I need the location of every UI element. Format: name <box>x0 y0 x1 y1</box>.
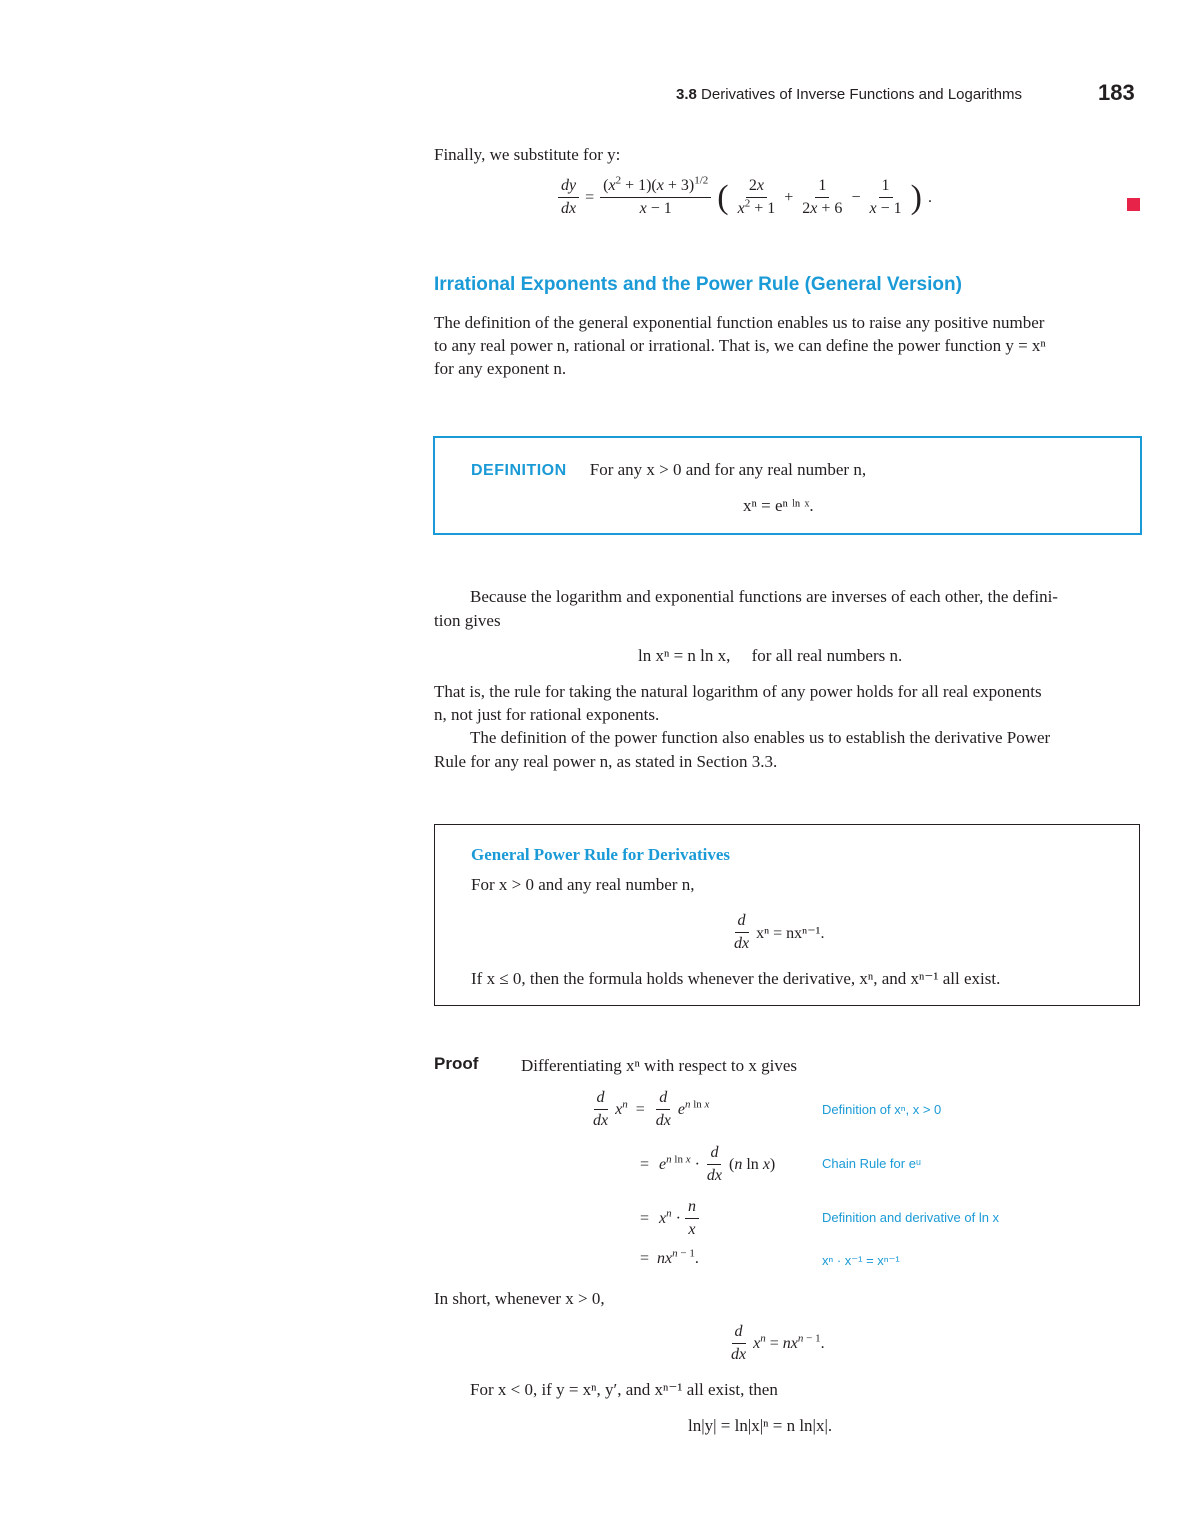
dy-dx-formula: $\frac{dy}{dx}$ = $\frac{(x^2 + 1)(x + 3)^{1/2}}{x - 1}$ ( $\frac{2x}{x^2 + 1}$ + $\frac{1}{2x + 6}$ − $\frac{1}{x - 1}$ ) . <box>558 176 932 219</box>
in-short-line: In short, whenever x > 0, <box>434 1289 605 1308</box>
running-header <box>676 86 1022 103</box>
para1-line3: for any exponent n. <box>434 359 567 378</box>
derivation-line-1: $\frac{d}{dx}$ $x^n$ = $\frac{d}{dx}$ $e^{n ln x}$ <box>593 1089 710 1129</box>
definition-box <box>433 436 1142 535</box>
abs-log-formula: ln|y| = ln|x|ⁿ = n ln|x|. <box>688 1416 833 1435</box>
derivation-line-2: = $e^{n ln x}$ · $\frac{d}{dx}$ (n ln x) <box>640 1144 776 1184</box>
power-rule-line1: For x > 0 and any real number n, <box>471 875 695 894</box>
definition-formula: xⁿ = eⁿ ˡⁿ ˣ. <box>743 496 814 515</box>
section-heading: Irrational Exponents and the Power Rule (General Version) <box>434 274 962 295</box>
para2-line1: Because the logarithm and exponential functions are inverses of each other, the defini- <box>470 587 1058 606</box>
note-derivative-ln: Definition and derivative of ln x <box>822 1210 1000 1225</box>
para3-line2: n, not just for rational exponents. <box>434 705 660 724</box>
note-definition: Definition of xⁿ, x > 0 <box>822 1102 942 1117</box>
derivation-line-3: = $x^n$ · $\frac{n}{x}$ <box>640 1197 699 1240</box>
power-rule-box <box>434 824 1140 1006</box>
para3-line1: That is, the rule for taking the natural logarithm of any power holds for all real exponents <box>434 682 1042 701</box>
note-exponent-rule: xⁿ · x⁻¹ = xⁿ⁻¹ <box>822 1253 900 1268</box>
para3-line3: The definition of the power function also enables us to establish the derivative Power <box>470 728 1051 747</box>
intro-line: Finally, we substitute for y: <box>434 145 621 164</box>
derivation-line-4: = $nx^{n - 1}$. <box>640 1247 699 1267</box>
summary-formula: $\frac{d}{dx}$ $x^n = nx^{n - 1}$. <box>731 1323 825 1363</box>
para2-line2: tion gives <box>434 611 501 630</box>
power-rule-line2: If x ≤ 0, then the formula holds whenever the derivative, xⁿ, and xⁿ⁻¹ all exist. <box>471 969 1001 988</box>
note-chain-rule: Chain Rule for eᵘ <box>822 1156 921 1171</box>
proof-label: Proof <box>434 1054 479 1073</box>
para1-line1: The definition of the general exponential function enables us to raise any positive number <box>434 313 1045 332</box>
definition-label: DEFINITION <box>471 462 567 479</box>
proof-intro: Differentiating xⁿ with respect to x gives <box>521 1056 798 1075</box>
para1-line2: to any real power n, rational or irrational. That is, we can define the power function y = xⁿ <box>434 336 1046 355</box>
end-of-example-marker <box>1127 198 1140 211</box>
power-rule-formula: $\frac{d}{dx}$ xⁿ = nxⁿ⁻¹. <box>734 912 825 952</box>
power-rule-formula-rhs: xⁿ = nxⁿ⁻¹. <box>756 924 825 942</box>
negative-x-line: For x < 0, if y = xⁿ, y′, and xⁿ⁻¹ all exist, then <box>470 1380 778 1399</box>
ln-power-formula: ln xⁿ = n ln x, for all real numbers n. <box>638 646 903 665</box>
section-title: Derivatives of Inverse Functions and Logarithms <box>701 86 1023 103</box>
section-number: 3.8 <box>676 86 697 103</box>
page-number: 183 <box>1098 80 1135 105</box>
para3-line4: Rule for any real power n, as stated in Section 3.3. <box>434 752 778 771</box>
definition-text: For any x > 0 and for any real number n, <box>589 460 867 479</box>
power-rule-title: General Power Rule for Derivatives <box>471 845 731 864</box>
paragraph-general-exponential <box>434 311 1142 380</box>
